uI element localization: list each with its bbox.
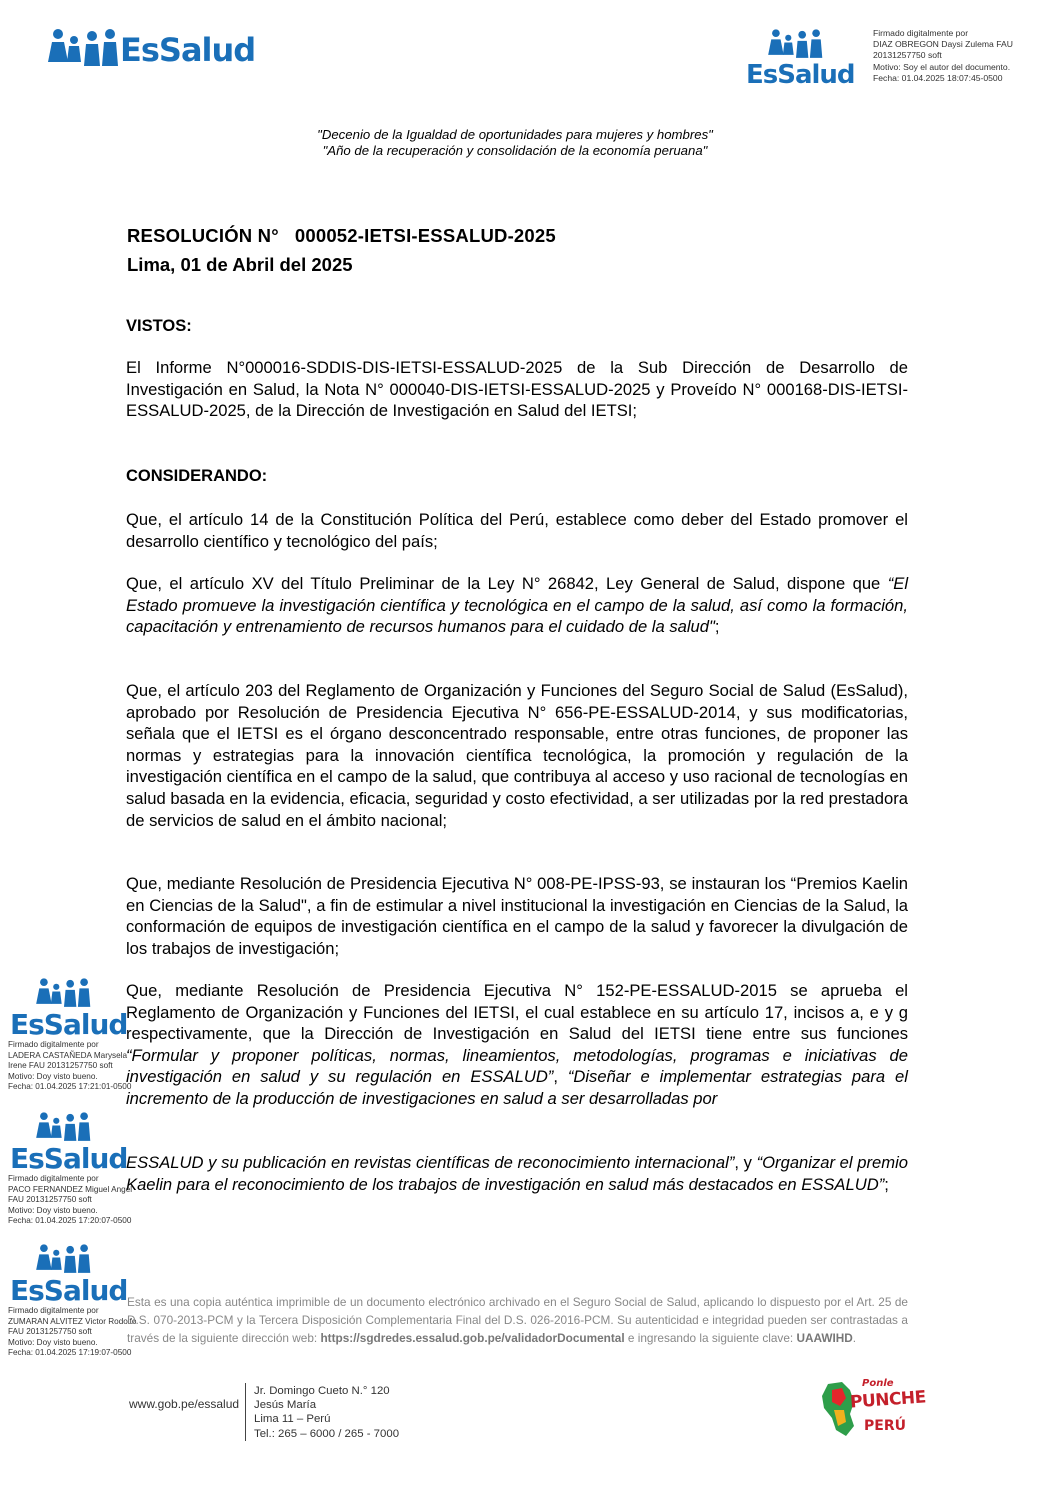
side-logo-text: EsSalud bbox=[10, 1274, 128, 1307]
authenticity-note bbox=[127, 1293, 908, 1347]
signature-line: Fecha: 01.04.2025 17:19:07-0500 bbox=[8, 1348, 132, 1358]
side-signature-text bbox=[8, 1040, 138, 1093]
resolution-title: RESOLUCIÓN N° 000052-IETSI-ESSALUD-2025 bbox=[127, 225, 556, 246]
address-line: Lima 11 – Perú bbox=[254, 1413, 331, 1426]
quoted-text: “Organizar el premio Kaelin para el reconocimiento de los trabajos de investigación en salud más destacados en ESSALUD” bbox=[126, 1153, 908, 1194]
vistos-heading: VISTOS: bbox=[126, 317, 192, 335]
paragraph-text: ; bbox=[884, 1174, 889, 1194]
signature-line: PACO FERNANDEZ Miguel Angel bbox=[8, 1184, 133, 1194]
validation-key: UAAWIHD bbox=[796, 1331, 853, 1345]
header-logo-text: EsSalud bbox=[746, 60, 855, 90]
signature-line: Fecha: 01.04.2025 17:20:07-0500 bbox=[8, 1216, 132, 1226]
signature-line: ZUMARAN ALVITEZ Victor Rodolfo bbox=[8, 1316, 137, 1326]
side-logo-text: EsSalud bbox=[10, 1142, 128, 1175]
considerando-paragraph-4: Que, mediante Resolución de Presidencia Ejecutiva N° 008-PE-IPSS-93, se instauran los “Premios Kaelin en Ciencias de la Salud", a fin de estimular a nivel institucional la investigación en Ciencias de la Salud, la conformación de equipos de investigación científica en el campo de la salud y favorecer la divulgación de los trabajos de investigación; bbox=[126, 874, 908, 958]
signature-line: Motivo: Doy visto bueno. bbox=[8, 1337, 98, 1347]
signature-line: DIAZ OBREGON Daysi Zulema FAU bbox=[873, 39, 1013, 50]
signature-line: Firmado digitalmente por bbox=[873, 28, 969, 38]
address-line: Tel.: 265 – 6000 / 265 - 7000 bbox=[254, 1427, 400, 1440]
signature-line: Irene FAU 20131257750 soft bbox=[8, 1061, 113, 1071]
address-line: Jr. Domingo Cueto N.° 120 bbox=[254, 1385, 390, 1397]
signature-line: Fecha: 01.04.2025 17:21:01-0500 bbox=[8, 1082, 132, 1092]
footer-address bbox=[254, 1384, 399, 1441]
vistos-paragraph: El Informe N°000016-SDDIS-DIS-IETSI-ESSALUD-2025 de la Sub Dirección de Desarrollo de Investigación en Salud, la Nota N° 000040-DIS-IETSI-ESSALUD-2025 y Proveído N° 000168-DIS-IETSI-ESSALUD-2025, de la Dirección de Investigación en Salud del IETSI; bbox=[126, 358, 908, 421]
side-logo-text: EsSalud bbox=[10, 1008, 128, 1041]
note-text: e ingresando la siguiente clave: bbox=[624, 1331, 797, 1345]
essalud-header-logo bbox=[746, 27, 855, 90]
quoted-text: “Diseñar e implementar estrategias para el incremento de la producción de investigaciones en salud a ser desarrolladas por bbox=[126, 1067, 908, 1108]
considerando-paragraph-2 bbox=[126, 573, 908, 638]
ponle-punche-peru-logo bbox=[820, 1376, 927, 1442]
note-text: . bbox=[852, 1331, 857, 1345]
signature-line: FAU 20131257750 soft bbox=[8, 1195, 92, 1205]
motto-line-2: "Año de la recuperación y consolidación de la economía peruana" bbox=[322, 143, 708, 158]
signature-line: Fecha: 01.04.2025 18:07:45-0500 bbox=[873, 72, 1003, 83]
motto-line-1: "Decenio de la Igualdad de oportunidades para mujeres y hombres" bbox=[317, 127, 713, 142]
paragraph-text: , y bbox=[734, 1153, 757, 1172]
side-signature-3 bbox=[8, 1242, 138, 1359]
family-icon bbox=[766, 27, 826, 61]
considerando-heading: CONSIDERANDO: bbox=[126, 467, 268, 485]
considerando-paragraph-5 bbox=[126, 980, 908, 1110]
validation-url[interactable]: https://sgdredes.essalud.gob.pe/validadorDocumental bbox=[320, 1331, 625, 1345]
side-signature-text bbox=[8, 1306, 138, 1359]
signature-line: Motivo: Doy visto bueno. bbox=[8, 1205, 98, 1215]
signature-line: Firmado digitalmente por bbox=[8, 1040, 99, 1049]
family-icon bbox=[36, 976, 92, 1010]
signature-line: FAU 20131257750 soft bbox=[8, 1327, 92, 1337]
considerando-paragraph-1: Que, el artículo 14 de la Constitución Política del Perú, establece como deber del Estado promover el desarrollo científico y tecnológico del país; bbox=[126, 510, 908, 551]
motto bbox=[0, 127, 1030, 159]
note-text: Esta es una copia auténtica imprimible de un documento electrónico archivado en el Seguro Social de Salud, aplicando lo dispuesto por el Art. 25 de D.S. 070-2013-PCM y la Tercera Disposición Complementaria Final del D.S. 026-2016-PCM. Su autenticidad e integridad pueden ser contrastadas a través de la siguiente dirección web: bbox=[127, 1295, 908, 1345]
paragraph-text: ; bbox=[714, 617, 720, 637]
family-icon bbox=[36, 1110, 92, 1144]
footer-website[interactable]: www.gob.pe/essalud bbox=[129, 1397, 240, 1411]
essalud-main-logo bbox=[48, 26, 258, 72]
side-signature-1 bbox=[8, 976, 138, 1093]
quoted-text: “El Estado promueve la investigación científica y tecnológica en el campo de la salud, así como la formación, capacitación y entrenamiento de recursos humanos para el cuidado de la salud" bbox=[126, 574, 908, 637]
signature-line: 20131257750 soft bbox=[873, 50, 942, 61]
family-icon bbox=[36, 1242, 92, 1276]
campaign-word-3: PERÚ bbox=[864, 1418, 906, 1434]
considerando-paragraph-3: Que, el artículo 203 del Reglamento de Organización y Funciones del Seguro Social de Salud (EsSalud), aprobado por Resolución de Presidencia Ejecutiva N° 656-PE-ESSALUD-2014, y sus modificatorias, señala que el IETSI es el órgano desconcentrado responsable, entre otras funciones, de proponer las normas y estrategias para la innovación científica tecnológica, la promoción y regulación de la investigación científica en el campo de la salud, que contribuya al acceso y uso racional de tecnologías en salud basada en la evidencia, eficacia, seguridad y costo efectividad, a ser utilizadas por la red prestadora de servicios de salud en el ámbito nacional; bbox=[126, 681, 908, 830]
quoted-text: “Formular y proponer políticas, normas, lineamientos, metodologías, programas e iniciativas de investigación en salud y su regulación en ESSALUD” bbox=[126, 1045, 908, 1087]
address-line: Jesús María bbox=[254, 1399, 317, 1412]
paragraph-text: Que, mediante Resolución de Presidencia Ejecutiva N° 152-PE-ESSALUD-2015 se aprueba el Reglamento de Organización y Funciones del IETSI, el cual establece en su artículo 17, incisos a, e y g respectivamente, que la Dirección de Investigación en Salud del IETSI tiene entre sus funciones bbox=[126, 981, 908, 1044]
resolution-date: Lima, 01 de Abril del 2025 bbox=[127, 254, 353, 275]
footer-divider bbox=[245, 1383, 246, 1441]
quoted-text: ESSALUD y su publicación en revistas científicas de reconocimiento internacional” bbox=[126, 1153, 735, 1172]
signature-line: LADERA CASTAÑEDA Marysela bbox=[8, 1050, 128, 1060]
signature-line: Motivo: Soy el autor del documento. bbox=[873, 61, 1011, 72]
signature-line: Firmado digitalmente por bbox=[8, 1306, 99, 1315]
paragraph-text: Que, el artículo XV del Título Preliminar de la Ley N° 26842, Ley General de Salud, dispone que bbox=[126, 574, 888, 593]
main-logo-text: EsSalud bbox=[120, 31, 256, 69]
signature-line: Firmado digitalmente por bbox=[8, 1174, 99, 1183]
campaign-word-2: PUNCHE bbox=[849, 1387, 927, 1413]
signature-line: Motivo: Doy visto bueno. bbox=[8, 1071, 98, 1081]
side-signature-text bbox=[8, 1174, 138, 1227]
header-signature bbox=[873, 28, 1053, 84]
side-signature-2 bbox=[8, 1110, 138, 1227]
campaign-word-1: Ponle bbox=[862, 1378, 894, 1389]
considerando-paragraph-6 bbox=[126, 1152, 908, 1195]
paragraph-text: , bbox=[553, 1067, 568, 1087]
family-icon bbox=[48, 26, 120, 70]
